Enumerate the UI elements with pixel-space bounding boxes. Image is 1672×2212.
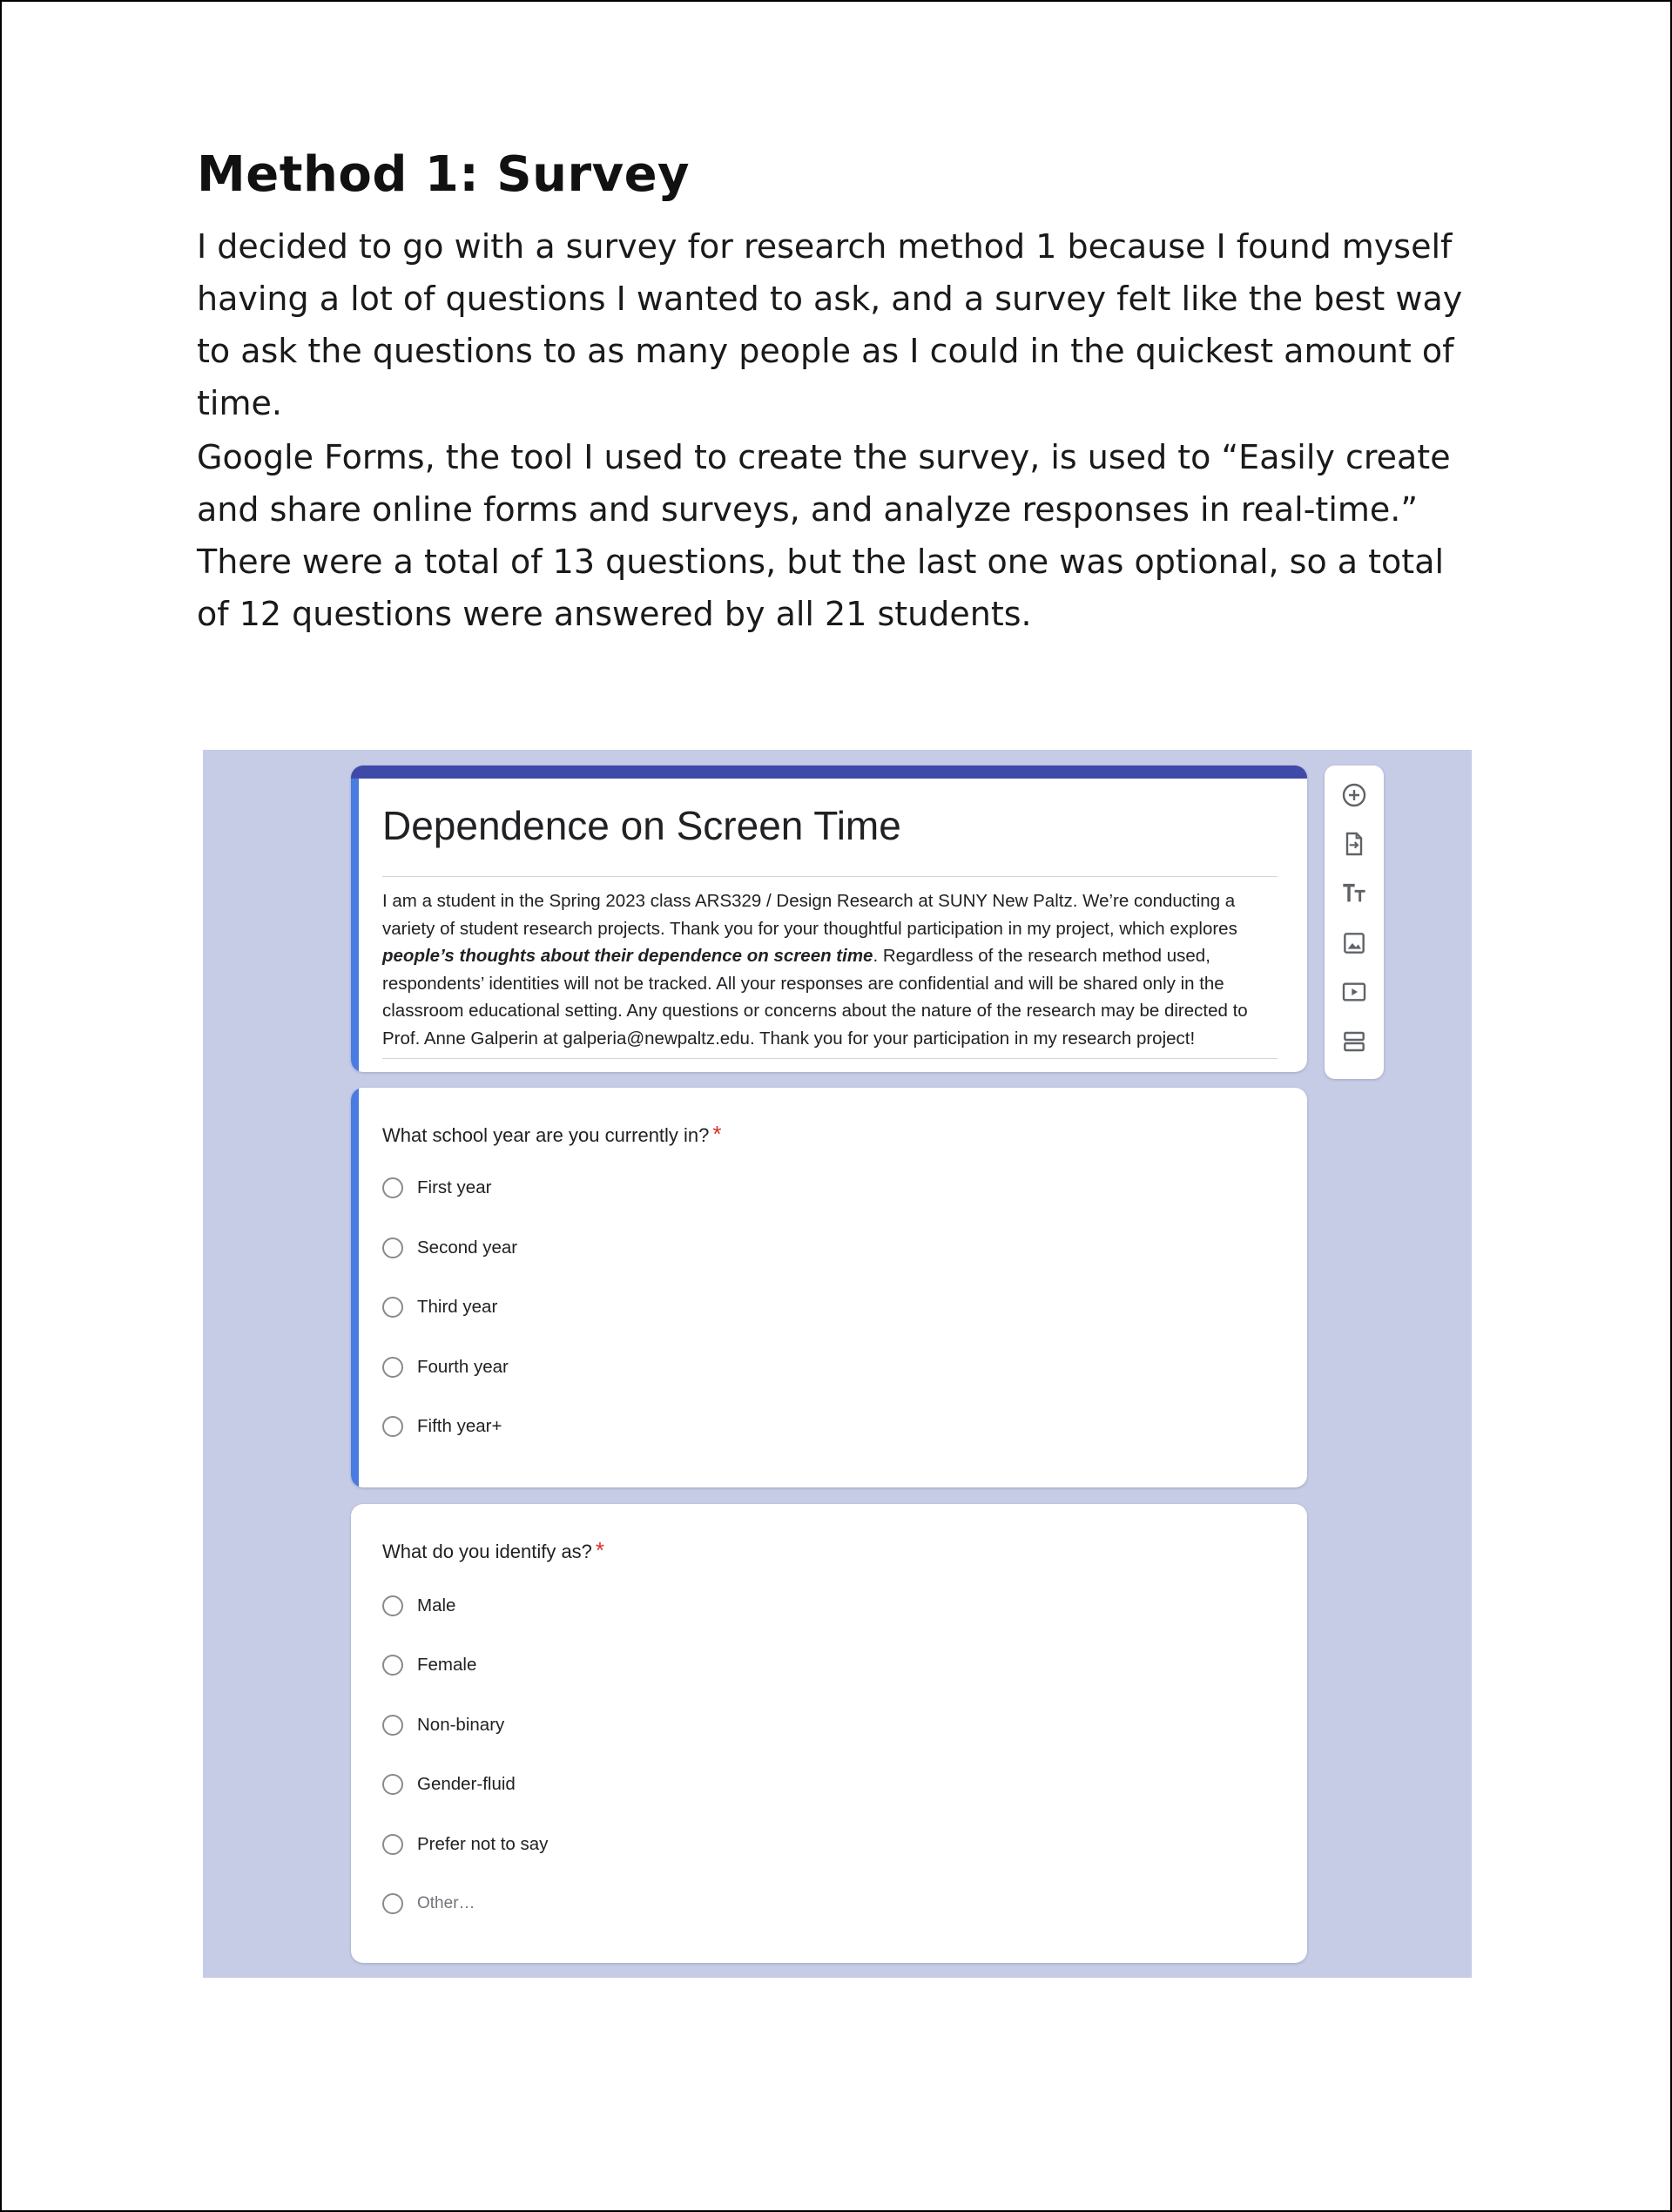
form-header-color-bar <box>351 765 1307 779</box>
google-form-screenshot <box>203 750 1472 1978</box>
required-asterisk: * <box>595 1537 605 1563</box>
add-section-icon[interactable] <box>1337 1024 1372 1059</box>
required-asterisk: * <box>712 1121 722 1147</box>
radio-button[interactable] <box>382 1238 403 1258</box>
option-label: Fourth year <box>417 1357 509 1377</box>
active-card-indicator <box>351 779 359 1072</box>
radio-option[interactable] <box>382 1175 491 1201</box>
radio-button[interactable] <box>382 1774 403 1795</box>
form-description-emphasis: people’s thoughts about their dependence on screen time <box>382 946 873 966</box>
body-paragraph-1: I decided to go with a survey for research method 1 because I found myself having a lot of questions I wanted to ask, and a survey felt like the best way to ask the questions to as many people as I could in the quickest amount of time. <box>197 227 1463 422</box>
question-title <box>382 1537 604 1564</box>
radio-button[interactable] <box>382 1834 403 1855</box>
body-paragraph-2: Google Forms, the tool I used to create the survey, is used to “Easily create and share online forms and surveys, and analyze responses in real-time.” There were a total of 13 questions, but the last one was optional, so a total of 12 questions were answered by all 21 students. <box>197 438 1451 633</box>
radio-button[interactable] <box>382 1357 403 1378</box>
add-video-icon[interactable] <box>1337 974 1372 1009</box>
option-label: Third year <box>417 1297 498 1317</box>
add-title-icon[interactable] <box>1337 876 1372 911</box>
radio-option[interactable] <box>382 1712 504 1738</box>
option-label: Prefer not to say <box>417 1834 549 1854</box>
option-label: Female <box>417 1655 477 1675</box>
question-title-text: What school year are you currently in? <box>382 1124 710 1146</box>
divider <box>382 876 1278 877</box>
form-header-card <box>351 765 1307 1072</box>
option-label: Fifth year+ <box>417 1416 502 1436</box>
option-label: Gender-fluid <box>417 1774 516 1794</box>
radio-option[interactable] <box>382 1294 497 1320</box>
page-title: Method 1: Survey <box>197 146 691 203</box>
question-card <box>351 1504 1307 1963</box>
import-questions-icon[interactable] <box>1337 826 1372 861</box>
radio-button[interactable] <box>382 1595 403 1616</box>
form-title[interactable]: Dependence on Screen Time <box>382 803 901 848</box>
add-image-icon[interactable] <box>1337 926 1372 961</box>
radio-button[interactable] <box>382 1297 403 1318</box>
radio-button[interactable] <box>382 1177 403 1198</box>
radio-option[interactable] <box>382 1831 548 1858</box>
radio-button[interactable] <box>382 1893 403 1914</box>
form-description-text-end: . Regardless of the research method used, respondents’ identities will not be tracked. All your responses are confidential and will be shared only in the classroom educational setting. Any questions or concerns about the nature of the research may be directed to Prof. Anne Galperin at galperia@newpaltz.edu. Thank you for your participation in my research project! <box>382 946 1248 1049</box>
radio-option-other[interactable] <box>382 1891 475 1917</box>
active-card-indicator <box>351 1088 359 1487</box>
radio-button[interactable] <box>382 1655 403 1676</box>
add-question-icon[interactable] <box>1337 778 1372 813</box>
divider <box>382 1058 1278 1059</box>
question-title-text: What do you identify as? <box>382 1541 592 1562</box>
radio-option[interactable] <box>382 1652 476 1678</box>
question-title <box>382 1121 722 1148</box>
radio-option[interactable] <box>382 1235 517 1261</box>
form-description[interactable] <box>382 887 1281 1052</box>
radio-option[interactable] <box>382 1593 455 1619</box>
form-description-text: I am a student in the Spring 2023 class ARS329 / Design Research at SUNY New Paltz. We’re conducting a variety of student research projects. Thank you for your thoughtful participation in my project, which explores <box>382 891 1237 939</box>
radio-option[interactable] <box>382 1413 502 1440</box>
radio-button[interactable] <box>382 1416 403 1437</box>
option-label-other: Other… <box>417 1894 475 1912</box>
radio-button[interactable] <box>382 1715 403 1736</box>
option-label: Non-binary <box>417 1715 505 1735</box>
option-label: Second year <box>417 1238 518 1258</box>
option-label: Male <box>417 1595 456 1615</box>
radio-option[interactable] <box>382 1354 509 1380</box>
option-label: First year <box>417 1177 492 1197</box>
form-side-toolbar <box>1325 765 1384 1079</box>
radio-option[interactable] <box>382 1771 516 1797</box>
question-card <box>351 1088 1307 1487</box>
